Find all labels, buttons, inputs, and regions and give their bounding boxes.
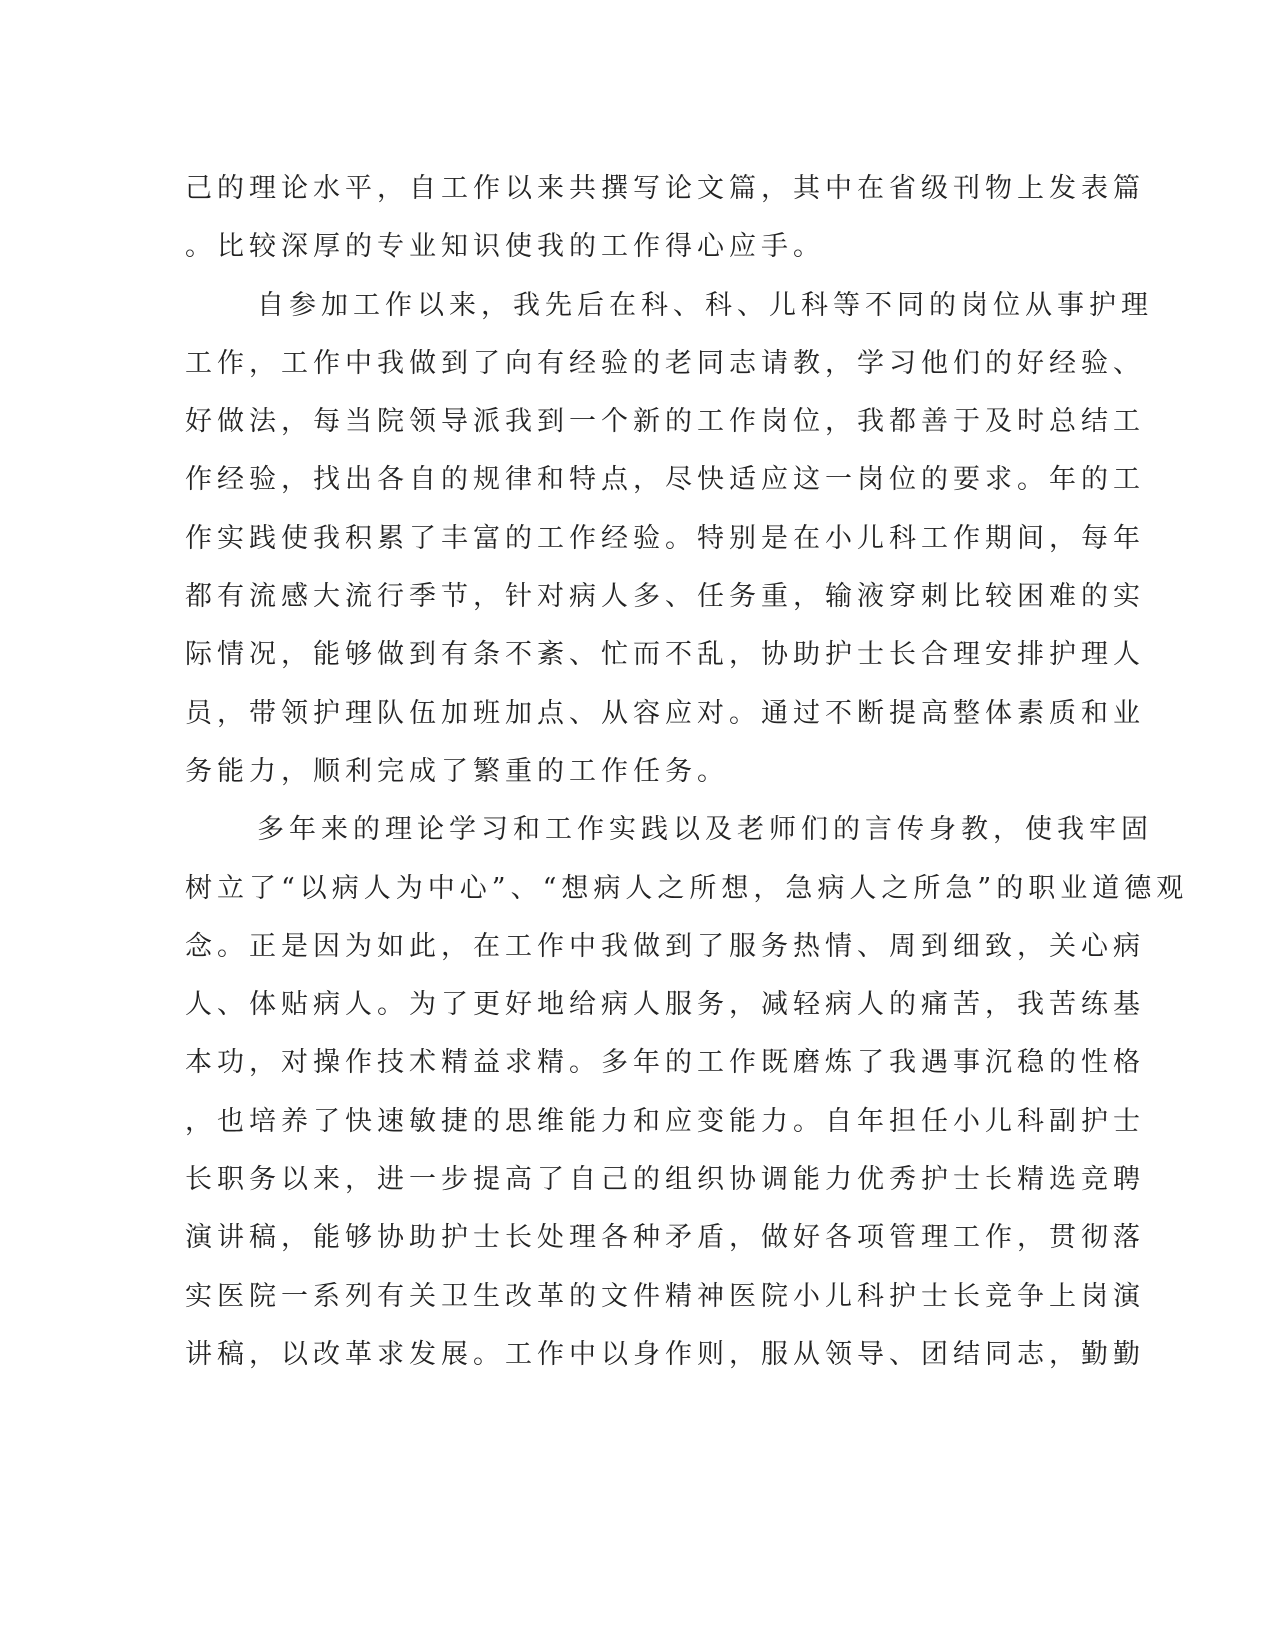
text-line: 际情况，能够做到有条不紊、忙而不乱，协助护士长合理安排护理人 xyxy=(185,639,1145,671)
body-text xyxy=(185,160,1189,1384)
text-line: 工作，工作中我做到了向有经验的老同志请教，学习他们的好经验、 xyxy=(185,347,1145,379)
text-line: 实医院一系列有关卫生改革的文件精神医院小儿科护士长竞争上岗演 xyxy=(185,1280,1145,1312)
text-line: 自参加工作以来，我先后在科、科、儿科等不同的岗位从事护理 xyxy=(257,289,1153,321)
text-line: 树立了“以病人为中心”、“想病人之所想，急病人之所急”的职业道德观 xyxy=(185,872,1189,904)
text-line: 念。正是因为如此，在工作中我做到了服务热情、周到细致，关心病 xyxy=(185,930,1145,962)
text-line: 演讲稿，能够协助护士长处理各种矛盾，做好各项管理工作，贯彻落 xyxy=(185,1222,1145,1254)
text-line: 都有流感大流行季节，针对病人多、任务重，输液穿刺比较困难的实 xyxy=(185,581,1145,613)
text-line: 好做法，每当院领导派我到一个新的工作岗位，我都善于及时总结工 xyxy=(185,406,1145,438)
text-line: 员，带领护理队伍加班加点、从容应对。通过不断提高整体素质和业 xyxy=(185,697,1145,729)
text-line: ，也培养了快速敏捷的思维能力和应变能力。自年担任小儿科副护士 xyxy=(185,1105,1145,1137)
text-line: 人、体贴病人。为了更好地给病人服务，减轻病人的痛苦，我苦练基 xyxy=(185,989,1145,1021)
text-line: 。比较深厚的专业知识使我的工作得心应手。 xyxy=(185,231,825,263)
text-line: 己的理论水平，自工作以来共撰写论文篇，其中在省级刊物上发表篇 xyxy=(185,173,1145,204)
text-line: 务能力，顺利完成了繁重的工作任务。 xyxy=(185,755,729,787)
text-line: 作实践使我积累了丰富的工作经验。特别是在小儿科工作期间，每年 xyxy=(185,522,1145,554)
text-line: 多年来的理论学习和工作实践以及老师们的言传身教，使我牢固 xyxy=(257,814,1153,846)
text-line: 作经验，找出各自的规律和特点，尽快适应这一岗位的要求。年的工 xyxy=(185,464,1145,496)
text-line: 长职务以来，进一步提高了自己的组织协调能力优秀护士长精选竞聘 xyxy=(185,1164,1145,1196)
text-line: 讲稿，以改革求发展。工作中以身作则，服从领导、团结同志，勤勤 xyxy=(185,1338,1145,1370)
text-line: 本功，对操作技术精益求精。多年的工作既磨炼了我遇事沉稳的性格 xyxy=(185,1047,1145,1079)
